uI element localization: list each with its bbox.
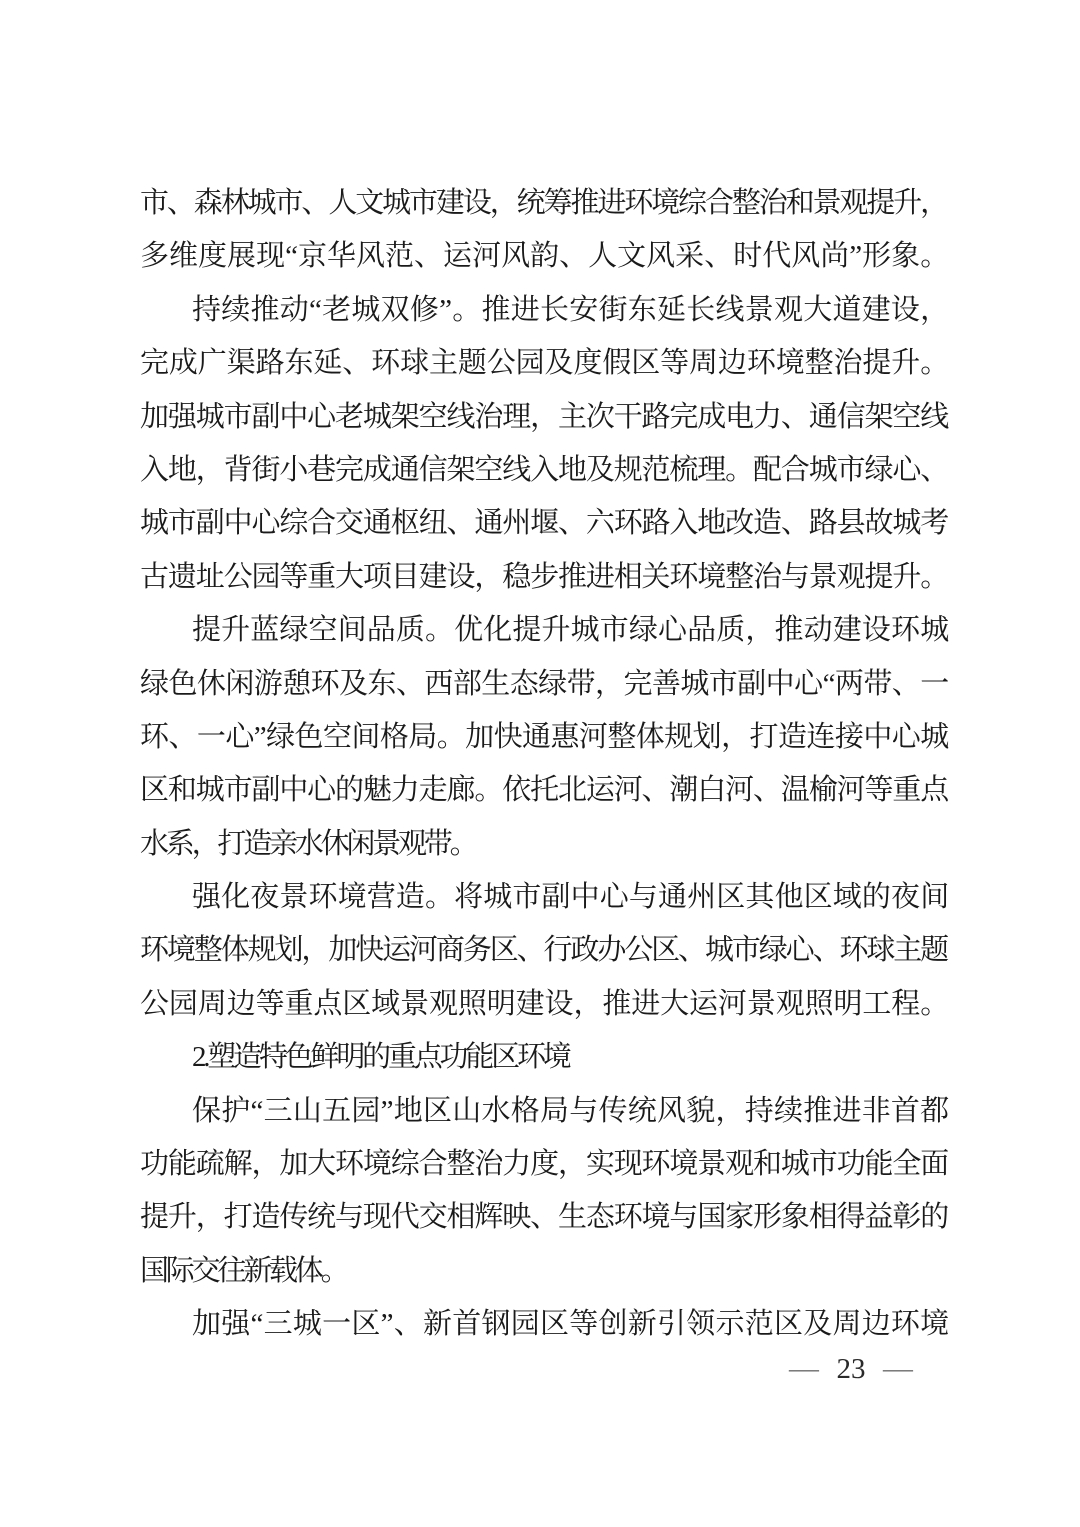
text-line: 加强城市副中心老城架空线治理，主次干路完成电力、通信架空线: [140, 400, 946, 433]
document-body: [140, 177, 946, 1352]
text-line: 公园周边等重点区域景观照明建设，推进大运河景观照明工程。: [140, 987, 946, 1020]
text-line: 提升蓝绿空间品质。优化提升城市绿心品质，推动建设环城: [192, 614, 946, 647]
footer-dash-left: —: [789, 1354, 819, 1383]
text-line: 环境整体规划，加快运河商务区、行政办公区、城市绿心、环球主题: [140, 934, 946, 967]
text-line: 水系，打造亲水休闲景观带。: [140, 827, 476, 860]
page-number: 23: [836, 1352, 866, 1385]
footer-dash-right: —: [883, 1354, 913, 1383]
text-line: 强化夜景环境营造。将城市副中心与通州区其他区域的夜间: [192, 881, 946, 914]
text-line: 多维度展现“京华风范、运河风韵、人文风采、时代风尚”形象。: [140, 240, 946, 273]
text-line: 2.塑造特色鲜明的重点功能区环境: [192, 1041, 569, 1074]
text-line: 完成广渠路东延、环球主题公园及度假区等周边环境整治提升。: [140, 347, 946, 380]
text-line: 保护“三山五园”地区山水格局与传统风貌，持续推进非首都: [192, 1094, 946, 1127]
text-line: 功能疏解，加大环境综合整治力度，实现环境景观和城市功能全面: [140, 1148, 946, 1181]
text-line: 环、一心”绿色空间格局。加快通惠河整体规划，打造连接中心城: [140, 720, 946, 753]
text-line: 区和城市副中心的魅力走廊。依托北运河、潮白河、温榆河等重点: [140, 774, 946, 807]
text-line: 城市副中心综合交通枢纽、通州堰、六环路入地改造、路县故城考: [140, 507, 946, 540]
text-line: 持续推动“老城双修”。推进长安街东延长线景观大道建设，: [192, 293, 946, 326]
text-line: 市、森林城市、人文城市建设，统筹推进环境综合整治和景观提升，: [140, 187, 946, 219]
text-line: 提升，打造传统与现代交相辉映、生态环境与国家形象相得益彰的: [140, 1201, 946, 1234]
text-line: 入地，背街小巷完成通信架空线入地及规范梳理。配合城市绿心、: [140, 453, 946, 486]
page-footer: [791, 1352, 911, 1386]
text-line: 加强“三城一区”、新首钢园区等创新引领示范区及周边环境: [192, 1308, 946, 1341]
text-line: 绿色休闲游憩环及东、西部生态绿带，完善城市副中心“两带、一: [140, 667, 946, 700]
text-line: 国际交往新载体。: [140, 1254, 347, 1287]
text-line: 古遗址公园等重大项目建设，稳步推进相关环境整治与景观提升。: [140, 560, 946, 593]
